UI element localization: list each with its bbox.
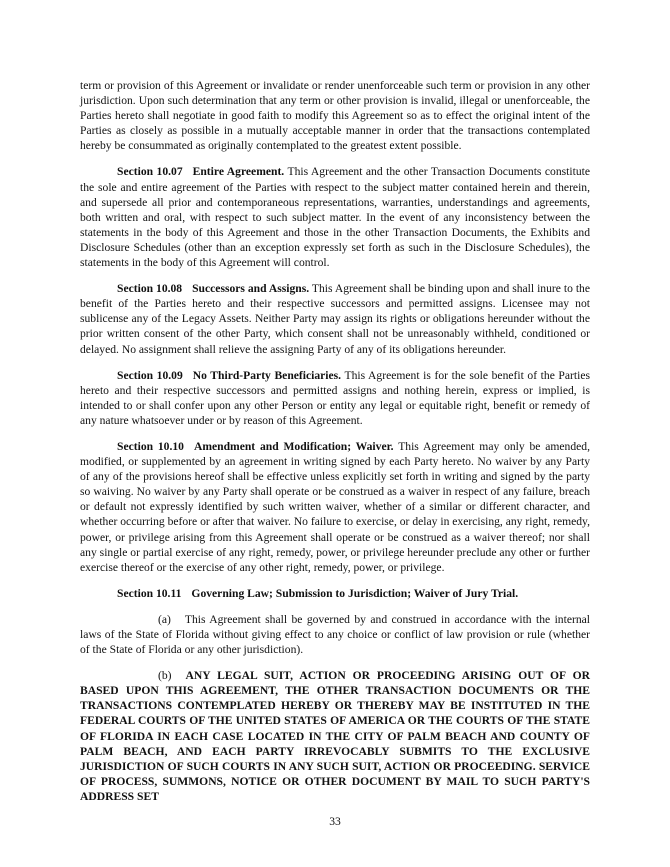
section-title: Amendment and Modification; Waiver. <box>193 439 394 453</box>
section-text: This Agreement is for the sole benefit of the Parties hereto and their respective successors and permitted assigns and nothing herein, express or implied, is intended to or shall confer upon any other Person or entity any legal or equitable right, benefit or remedy of any nature whatsoever under or by reason of this Agreement. <box>80 368 590 427</box>
section-title: Governing Law; Submission to Jurisdiction; Waiver of Jury Trial. <box>191 586 519 600</box>
subsection-a-paragraph <box>80 612 590 657</box>
subsection-b-paragraph <box>80 668 590 804</box>
section-number: Section 10.07 <box>117 165 183 179</box>
section-text: This Agreement and the other Transaction Documents constitute the sole and entire agreement of the Parties with respect to the subject matter contained herein and therein, and supersede all prior and contemporaneous representations, warranties, understandings and agreements, both written and oral, with respect to such subject matter. In the event of any inconsistency between the statements in the body of this Agreement and those in the other Transaction Documents, the Exhibits and Disclosure Schedules (other than an exception expressly set forth as such in the Disclosure Schedules), the statements in the body of this Agreement will control. <box>80 165 590 270</box>
subsection-label: (b) <box>158 669 172 683</box>
page-number: 33 <box>329 815 341 828</box>
section-title: Successors and Assigns. <box>192 282 310 296</box>
section-title: Entire Agreement. <box>192 165 285 179</box>
section-text: This Agreement shall be binding upon and shall inure to the benefit of the Parties hereto and their respective successors and permitted assigns. Licensee may not sublicense any of the Legacy Assets. Neither Party may assign its rights or obligations hereunder without the prior written consent of the other Party, which consent shall not be unreasonably withheld, conditioned or delayed. No assignment shall relieve the assigning Party of any of its obligations hereunder. <box>80 282 590 356</box>
section-10-09-paragraph <box>80 368 590 428</box>
section-number: Section 10.08 <box>117 282 183 296</box>
section-number: Section 10.10 <box>117 439 184 453</box>
section-10-11-heading <box>80 586 590 601</box>
subsection-text: ANY LEGAL SUIT, ACTION OR PROCEEDING ARISING OUT OF OR BASED UPON THIS AGREEMENT, THE OTHER TRANSACTION DOCUMENTS OR THE TRANSACTIONS CONTEMPLATED HEREBY OR THEREBY MAY BE INSTITUTED IN THE FEDERAL COURTS OF THE UNITED STATES OF AMERICA OR THE COURTS OF THE STATE OF FLORIDA IN EACH CASE LOCATED IN THE CITY OF PALM BEACH AND COUNTY OF PALM BEACH, AND EACH PARTY IRREVOCABLY SUBMITS TO THE EXCLUSIVE JURISDICTION OF SUCH COURTS IN ANY SUCH SUIT, ACTION OR PROCEEDING. SERVICE OF PROCESS, SUMMONS, NOTICE OR OTHER DOCUMENT BY MAIL TO SUCH PARTY'S ADDRESS SET <box>80 669 590 803</box>
document-page <box>80 78 590 815</box>
section-title: No Third-Party Beneficiaries. <box>192 368 342 382</box>
section-10-08-paragraph <box>80 281 590 356</box>
section-10-07-paragraph <box>80 164 590 270</box>
intro-paragraph: term or provision of this Agreement or invalidate or render unenforceable such term or provision in any other jurisdiction. Upon such determination that any term or other provision is invalid, illegal or unenforceable, the Parties hereto shall negotiate in good faith to modify this Agreement so as to effect the original intent of the Parties as closely as possible in a mutually acceptable manner in order that the transactions contemplated hereby be consummated as originally contemplated to the greatest extent possible. <box>80 79 590 153</box>
section-number: Section 10.11 <box>117 586 182 600</box>
section-text: This Agreement may only be amended, modified, or supplemented by an agreement in writing signed by each Party hereto. No waiver by any Party of any of the provisions hereof shall be effective unless explicitly set forth in writing and signed by the party so waiving. No waiver by any Party shall operate or be construed as a waiver in respect of any failure, breach or default not expressly identified by such written waiver, whether of a similar or different character, and whether occurring before or after that waiver. No failure to exercise, or delay in exercising, any right, remedy, power, or privilege arising from this Agreement shall operate or be construed as a waiver thereof; nor shall any single or partial exercise of any right, remedy, power, or privilege hereunder preclude any other or further exercise thereof or the exercise of any other right, remedy, power, or privilege. <box>80 439 590 574</box>
section-10-10-paragraph <box>80 439 590 575</box>
subsection-text: This Agreement shall be governed by and construed in accordance with the internal laws of the State of Florida without giving effect to any choice or conflict of law provision or rule (whether of the State of Florida or any other jurisdiction). <box>80 612 590 657</box>
section-number: Section 10.09 <box>117 368 183 382</box>
subsection-label: (a) <box>158 612 171 626</box>
